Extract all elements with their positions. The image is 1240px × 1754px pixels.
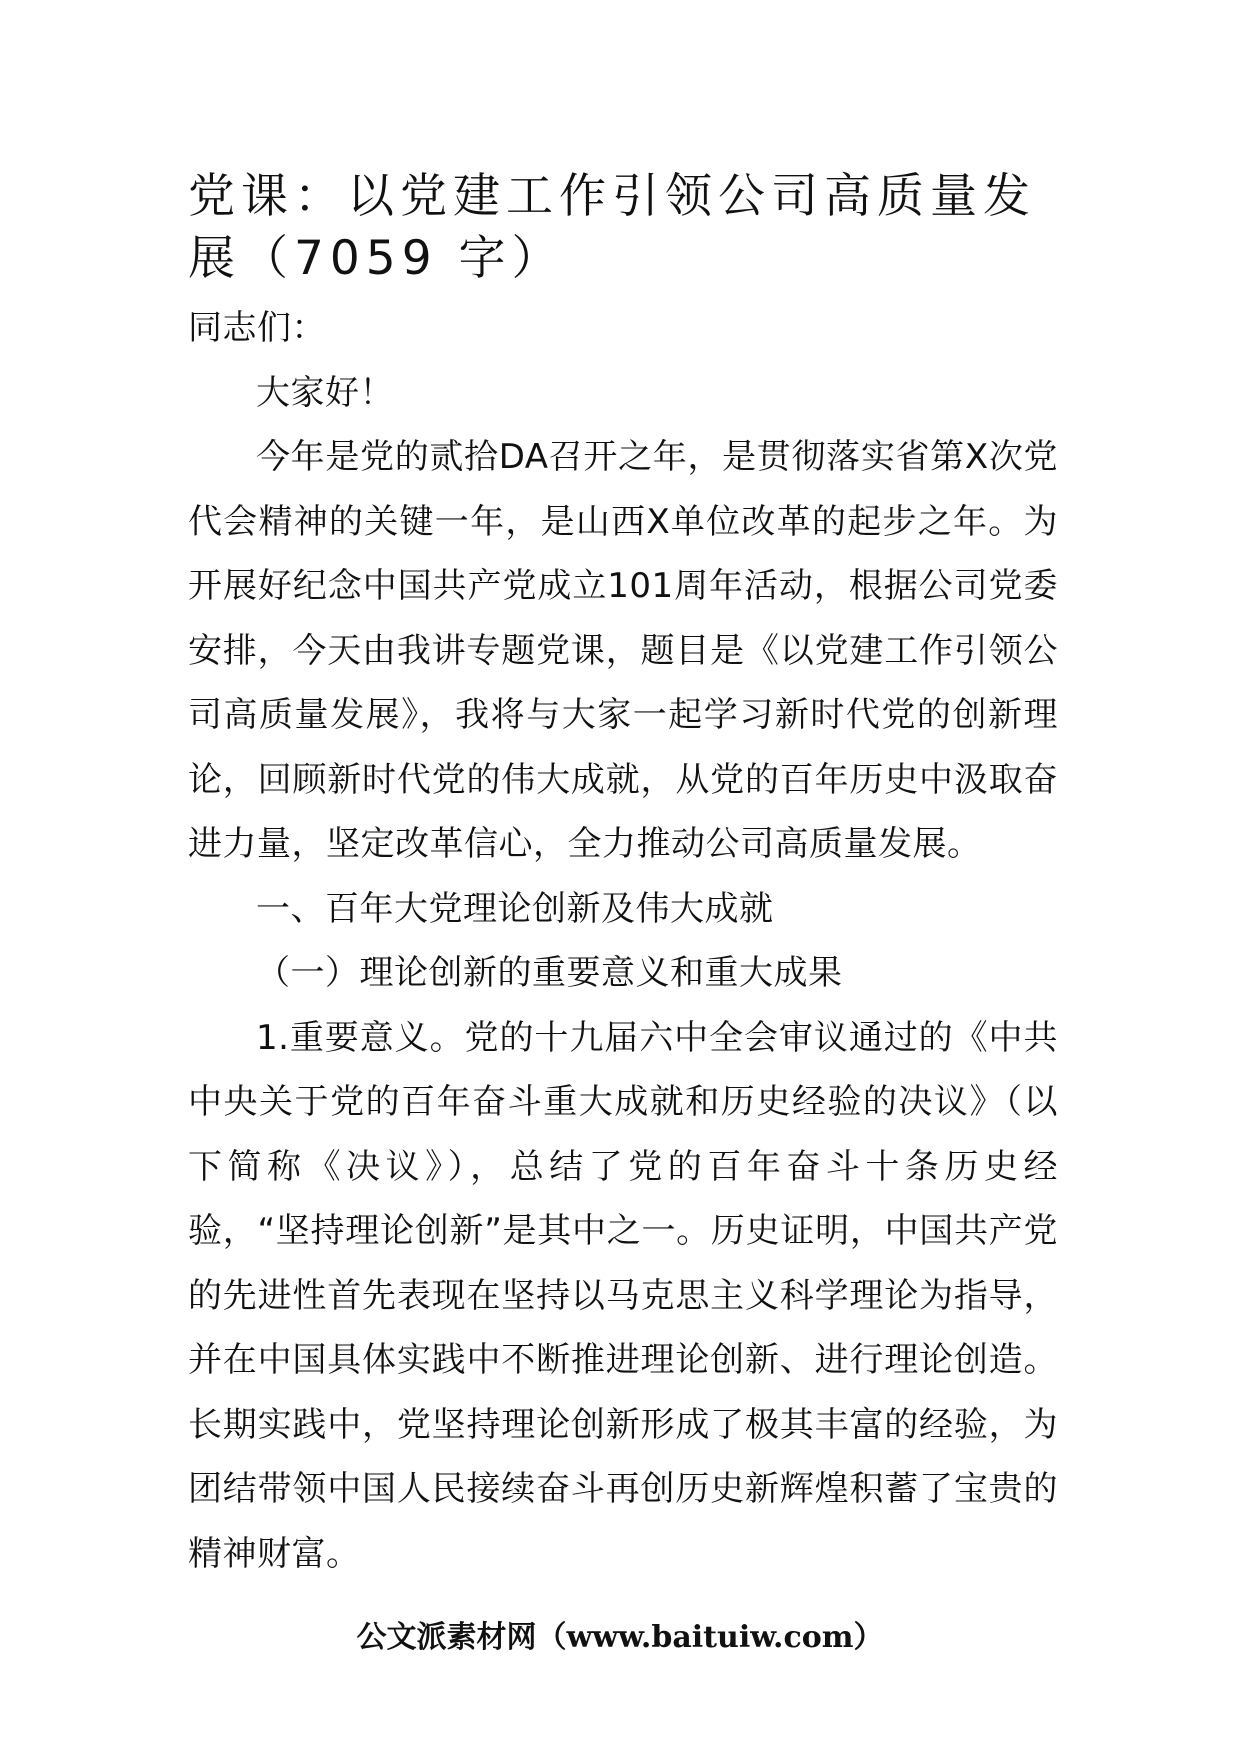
document-body [188, 296, 1058, 1586]
salutation: 同志们： [188, 308, 326, 348]
intro-paragraph: 今年是党的贰拾DA召开之年，是贯彻落实省第X次党代会精神的关键一年，是山西X单位改革的起步之年。为开展好纪念中国共产党成立101周年活动，根据公司党委安排，今天由我讲专题党课，题目是《以党建工作引领公司高质量发展》，我将与大家一起学习新时代党的创新理论，回顾新时代党的伟大成就，从党的百年历史中汲取奋进力量，坚定改革信心，全力推动公司高质量发展。 [188, 437, 1058, 864]
document-title: 党课：以党建工作引领公司高质量发展（7059 字） [188, 169, 1036, 286]
greeting-paragraph: 大家好！ [256, 372, 394, 413]
section-heading: 一、百年大党理论创新及伟大成就 [256, 888, 774, 929]
subsection-heading: （一）理论创新的重要意义和重大成果 [256, 953, 843, 993]
footer-watermark: 公文派素材网（www.baituiw.com） [356, 1620, 884, 1655]
body-paragraph: 1.重要意义。党的十九届六中全会审议通过的《中共中央关于党的百年奋斗重大成就和历史经验的决议》（以下简称《决议》），总结了党的百年奋斗十条历史经验，“坚持理论创新”是其中之一。历史证明，中国共产党的先进性首先表现在坚持以马克思主义科学理论为指导，并在中国具体实践中不断推进理论创新、进行理论创造。长期实践中，党坚持理论创新形成了极其丰富的经验，为团结带领中国人民接续奋斗再创历史新辉煌积蓄了宝贵的精神财富。 [188, 1017, 1058, 1574]
